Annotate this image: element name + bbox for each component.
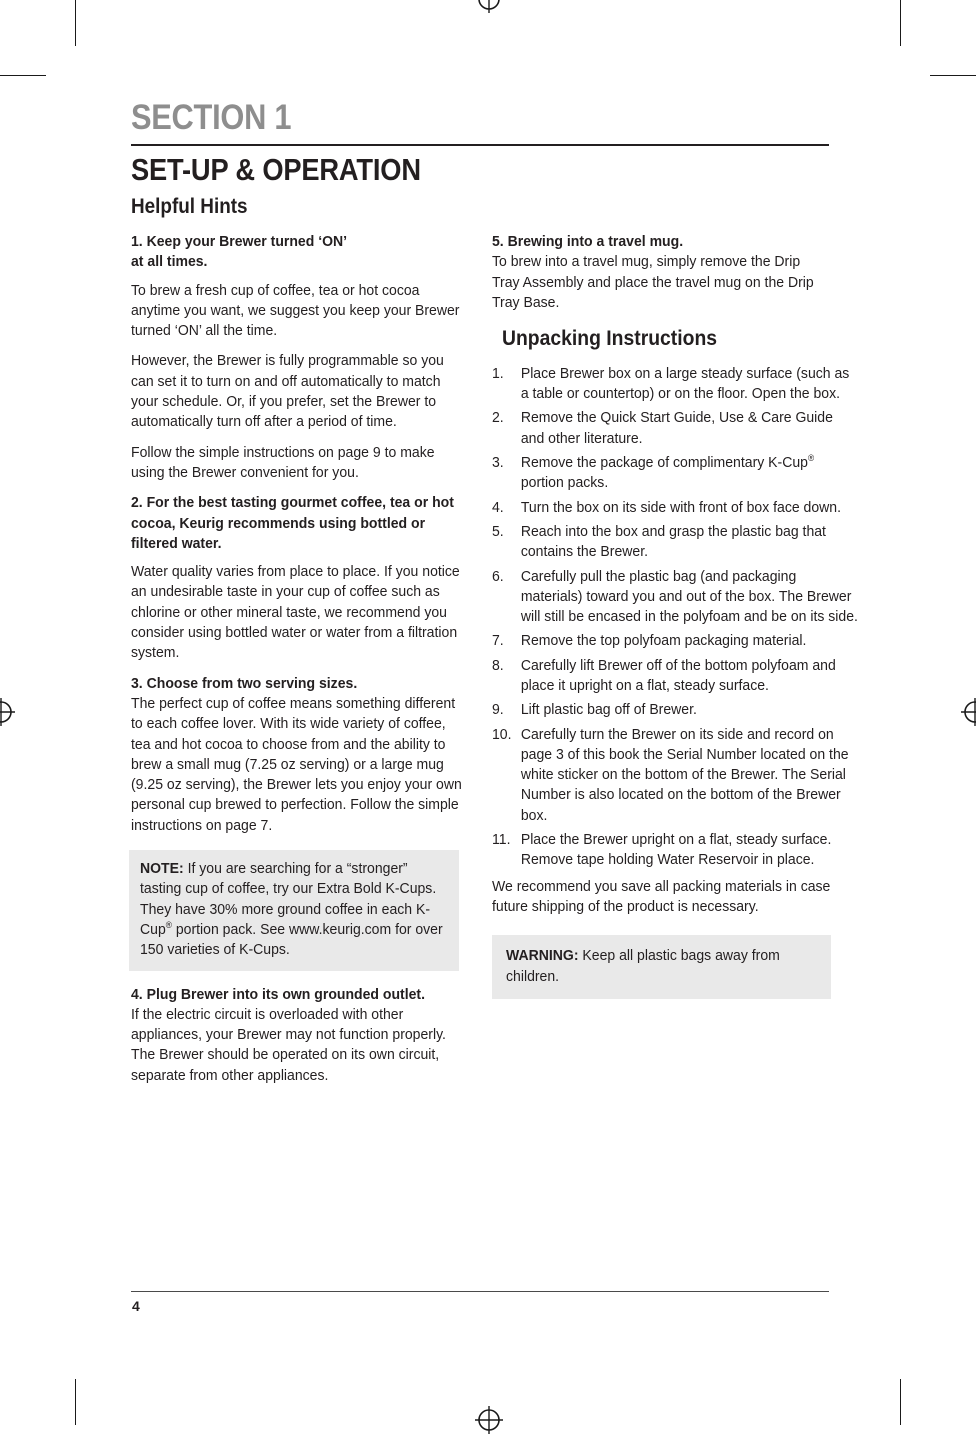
crop-mark-right-top (930, 75, 976, 76)
list-item (492, 567, 860, 628)
page-subtitle: Helpful Hints (131, 194, 248, 218)
page-title: SET-UP & OPERATION (131, 152, 421, 187)
step-text: Remove the top polyfoam packaging material. (520, 632, 807, 650)
hint-1-heading-line2: at all times. (131, 253, 208, 271)
crop-mark-bottom-right (900, 1379, 901, 1425)
crop-mark-left-top (0, 75, 46, 76)
step-number: 3. (492, 454, 504, 472)
step-text: Turn the box on its side with front of box face down. (520, 498, 842, 516)
list-item (492, 498, 860, 518)
body-columns (131, 232, 858, 1096)
hint-5-paragraph: To brew into a travel mug, simply remove the Drip Tray Assembly and place the travel mug on the Drip Tray Base. (492, 253, 814, 311)
note-label: NOTE: (140, 860, 184, 878)
registration-target-icon-right (960, 697, 976, 727)
warning-text: Keep all plastic bags away from children. (506, 947, 780, 985)
hint-5-heading: 5. Brewing into a travel mug. (492, 233, 684, 250)
warning-callout-text (506, 946, 819, 987)
step-text: Carefully turn the Brewer on its side and record on page 3 of this book the Serial Number located on the white sticker on the bottom of the Brewer. The Serial Number is also located on the bottom of the Brewer box. (520, 725, 849, 824)
unpacking-steps-list (492, 364, 858, 871)
list-item (492, 522, 860, 563)
list-item (492, 453, 860, 494)
step-number: 7. (492, 632, 504, 650)
hint-1-paragraph-1: To brew a fresh cup of coffee, tea or hot cocoa anytime you want, we suggest you keep your Brewer turned ‘ON’ all the time. (131, 281, 460, 340)
step-number: 11. (492, 831, 511, 849)
list-item (492, 656, 860, 697)
step-text: Reach into the box and grasp the plastic bag that contains the Brewer. (520, 522, 826, 561)
step-text: Place the Brewer upright on a flat, steady surface. Remove tape holding Water Reservoir in place. (520, 831, 832, 869)
footer-divider (131, 1291, 829, 1292)
crop-mark-bottom-left (75, 1379, 76, 1425)
right-column (492, 232, 858, 1096)
warning-label: WARNING: (506, 947, 579, 965)
step-text: Remove the Quick Start Guide, Use & Care Guide and other literature. (520, 409, 833, 447)
list-item (492, 631, 860, 651)
header-divider (131, 144, 829, 146)
hint-3-paragraph-1: The perfect cup of coffee means something different to each coffee lover. With its wide variety of coffee, tea and hot cocoa to choose from and the ability to brew a small mug (7.25 oz serving) or a large mug (9.25 oz serving), the Brewer lets you enjoy your own personal cup brewed to perfection. Follow the simple instructions on page 7. (131, 694, 462, 834)
step-number: 6. (492, 567, 504, 585)
crop-mark-top-right (900, 0, 901, 46)
left-column (131, 232, 469, 1096)
hint-1-heading-line1: 1. Keep your Brewer turned ‘ON’ (131, 233, 348, 250)
step-text-cont: portion packs. (520, 474, 609, 492)
list-item (492, 700, 860, 720)
hint-4-heading: 4. Plug Brewer into its own grounded outlet. (131, 985, 426, 1003)
step-number: 9. (492, 701, 504, 719)
page-number: 4 (132, 1298, 140, 1314)
list-item (492, 830, 860, 871)
note-callout-box (129, 850, 459, 970)
section-kicker: SECTION 1 (131, 98, 292, 137)
closing-paragraph: We recommend you save all packing materials in case future shipping of the product is necessary. (492, 877, 831, 915)
list-item (492, 408, 860, 449)
warning-callout-box (492, 935, 831, 999)
note-text-part2: portion pack. See www.keurig.com for over 150 varieties of K-Cups. (140, 920, 443, 959)
hint-2-paragraph-1: Water quality varies from place to place. If you notice an undesirable taste in your cup of coffee such as chlorine or other mineral taste, we recommend you consider using bottled water or water from a filtration system. (131, 563, 460, 662)
step-number: 4. (492, 498, 504, 516)
step-text: Remove the package of complimentary K-Cup (520, 454, 808, 472)
list-item (492, 725, 860, 826)
list-item (492, 364, 860, 405)
note-text-part1: If you are searching for a “stronger” tasting cup of coffee, try our Extra Bold K-Cups. They have 30% more ground coffee in each K-Cup (140, 860, 437, 938)
note-callout-text (140, 859, 448, 960)
registered-trademark-icon: ® (807, 452, 815, 463)
hint-1-paragraph-3: Follow the simple instructions on page 9 to make using the Brewer convenient for you. (131, 443, 435, 481)
step-number: 2. (492, 409, 504, 427)
step-number: 10. (492, 725, 512, 743)
hint-3-heading: 3. Choose from two serving sizes. (131, 674, 358, 692)
step-text: Carefully lift Brewer off of the bottom polyfoam and place it upright on a flat, steady surface. (520, 656, 836, 694)
hint-1-paragraph-2: However, the Brewer is fully programmable so you can set it to turn on and off automatically to match your schedule. Or, if you prefer, set the Brewer to automatically turn off after a period of time. (131, 352, 444, 431)
step-text: Place Brewer box on a large steady surface (such as a table or countertop) or on the floor. Open the box. (520, 364, 850, 403)
registered-trademark-icon: ® (165, 919, 172, 930)
step-number: 8. (492, 656, 504, 674)
crop-mark-top-left (75, 0, 76, 46)
unpacking-instructions-heading: Unpacking Instructions (502, 326, 718, 351)
step-number: 5. (492, 522, 504, 540)
registration-target-icon-left (0, 697, 16, 727)
hint-4-paragraph-1: If the electric circuit is overloaded with other appliances, your Brewer may not function properly. The Brewer should be operated on its own circuit, separate from other appliances. (131, 1005, 446, 1084)
step-text: Carefully pull the plastic bag (and packaging materials) toward you and out of the box. The Brewer will still be encased in the polyfoam and be on its side. (520, 567, 858, 626)
hint-2-heading: 2. For the best tasting gourmet coffee, tea or hot cocoa, Keurig recommends using bottled or filtered water. (131, 494, 454, 552)
step-text: Lift plastic bag off of Brewer. (520, 701, 697, 719)
step-number: 1. (492, 364, 504, 382)
document-page (131, 0, 858, 1425)
